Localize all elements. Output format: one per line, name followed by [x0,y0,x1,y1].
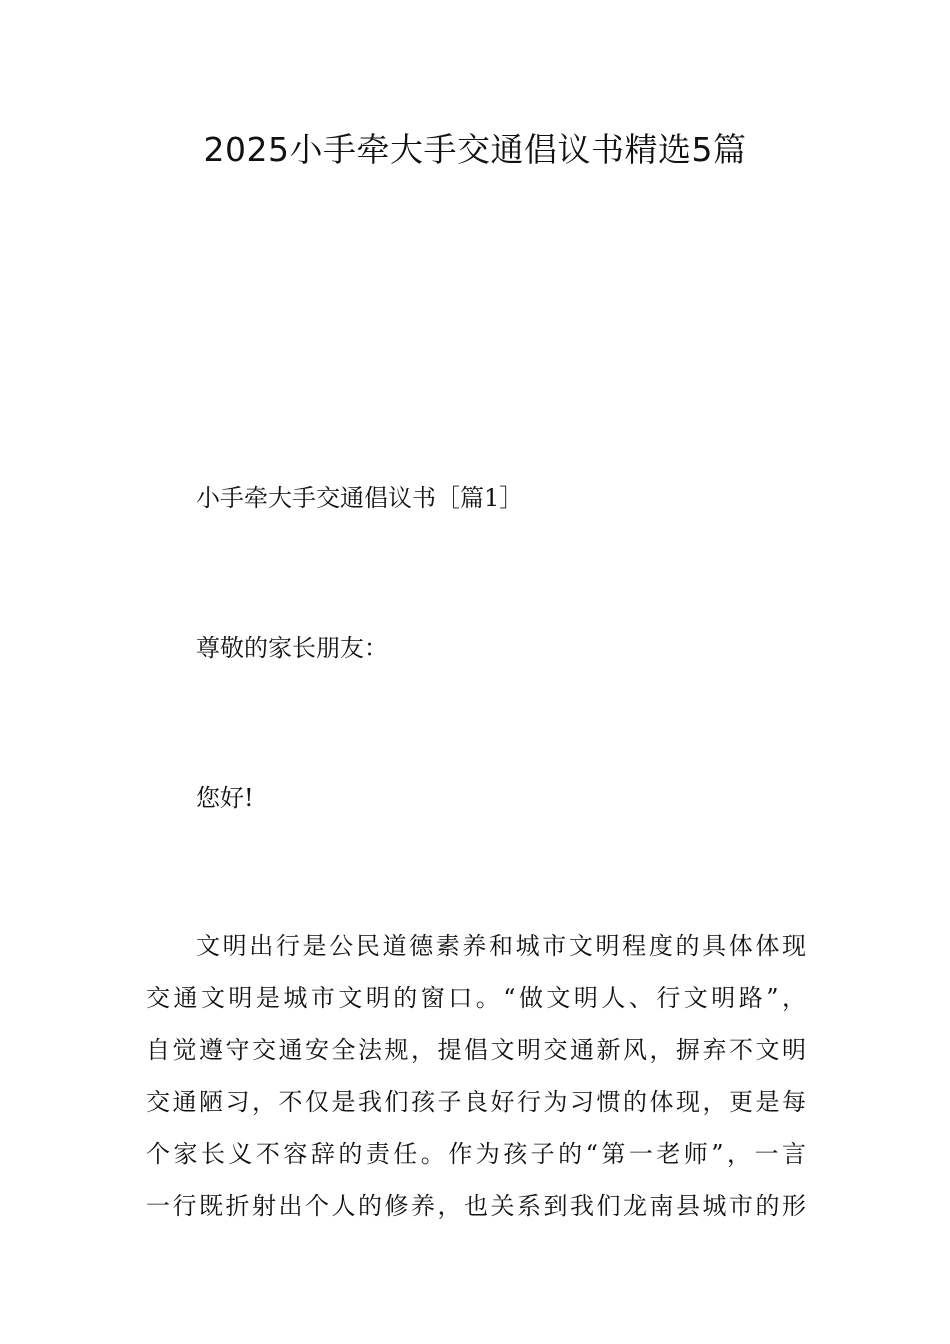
paragraph-line: 个家长义不容辞的责任。作为孩子的“第一老师”，一言 [146,1140,806,1168]
section-heading: 小手牵大手交通倡议书［篇1］ [196,484,524,512]
body-paragraph [146,928,806,1240]
document-title: 2025小手牵大手交通倡议书精选5篇 [203,130,747,169]
paragraph-line: 文明出行是公民道德素养和城市文明程度的具体体现 [196,932,806,960]
salutation: 尊敬的家长朋友： [196,634,388,662]
paragraph-line: 交通陋习，不仅是我们孩子良好行为习惯的体现，更是每 [146,1088,806,1116]
greeting: 您好! [196,784,254,812]
paragraph-line: 交通文明是城市文明的窗口。“做文明人、行文明路”， [146,984,806,1012]
paragraph-line: 一行既折射出个人的修养，也关系到我们龙南县城市的形 [146,1192,806,1220]
paragraph-line: 自觉遵守交通安全法规，提倡文明交通新风，摒弃不文明 [146,1036,806,1064]
